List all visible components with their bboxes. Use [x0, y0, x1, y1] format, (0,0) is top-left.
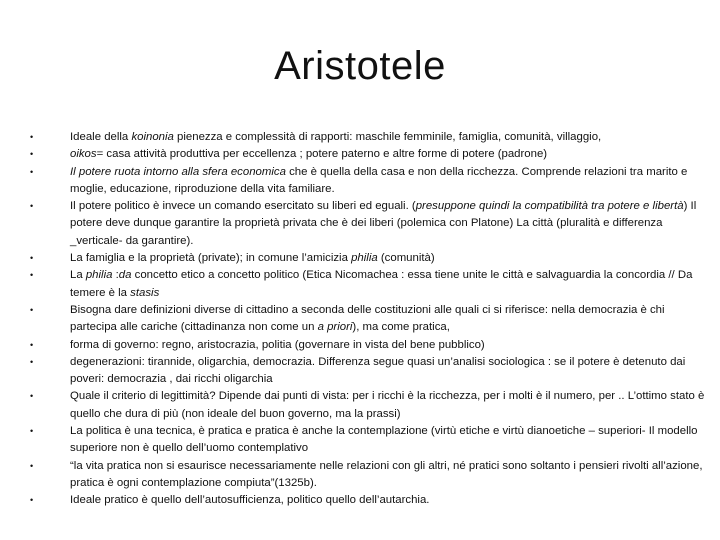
bullet-text-segment: degenerazioni: tirannide, oligarchia, democrazia. Differenza segue quasi un’analisi sociologica : se il potere è detenuto dai poveri: democrazia , dai ricchi oligarchia [70, 355, 686, 386]
bullet-text-segment: La politica è una tecnica, è pratica e pratica è anche la contemplazione (virtù etiche e virtù dianoetiche – superiori- Il modello superiore non è quello dell’uomo contemplativo [70, 425, 698, 455]
bullet-item [28, 250, 708, 267]
bullet-text [70, 164, 708, 199]
bullet-dot: • [30, 149, 34, 160]
bullet-text-segment: concetto etico a concetto politico (Etica Nicomachea : essa tiene unite le città e salvaguardia la concordia // Da temere è la [70, 269, 693, 299]
bullet-item [28, 492, 708, 509]
bullet-text [70, 302, 708, 337]
bullet-text [70, 129, 708, 146]
bullet-text [70, 354, 708, 389]
bullet-text-segment: Quale il criterio di legittimità? Dipende dai punti di vista: per i ricchi è la ricchezza, per i molti è il numero, per .. L’ottimo stato è quello che dura di più (non ideale del buon governo, ma la prassi) [70, 390, 705, 420]
bullet-dot: • [30, 391, 34, 402]
bullet-text [70, 423, 708, 458]
slide-title: Aristotele [274, 44, 446, 88]
bullet-item [28, 302, 708, 337]
bullet-text-segment: Ideale della [70, 131, 132, 143]
bullet-text-italic: philia [85, 269, 113, 282]
bullet-dot: • [30, 201, 34, 212]
bullet-dot: • [30, 270, 34, 281]
bullet-text-segment: Ideale pratico è quello dell’autosufficienza, politico quello dell’autarchia. [70, 494, 430, 507]
bullet-item [28, 458, 708, 493]
bullet-dot: • [30, 132, 34, 142]
bullet-item [28, 164, 708, 199]
bullet-text-segment: = casa attività produttiva per eccellenza ; potere paterno e altre forme di potere (padrone) [96, 148, 548, 161]
bullet-text-segment: La [70, 269, 86, 282]
bullet-item [28, 146, 708, 163]
bullet-list [28, 129, 708, 510]
bullet-text-italic: stasis [130, 286, 160, 299]
bullet-text-italic: da [118, 269, 132, 282]
bullet-text [70, 388, 708, 423]
bullet-dot: • [30, 304, 34, 315]
bullet-text-segment: pienezza e complessità di rapporti: maschile femminile, famiglia, comunità, villaggio, [173, 131, 602, 143]
bullet-item [28, 129, 708, 146]
bullet-text-segment: ), ma come pratica, [352, 321, 450, 334]
bullet-dot: • [30, 253, 34, 264]
bullet-item [28, 198, 708, 250]
bullet-dot: • [30, 460, 34, 471]
bullet-dot: • [30, 166, 34, 177]
bullet-text-italic: a priori [317, 321, 353, 334]
bullet-text-segment: forma di governo: regno, aristocrazia, politia (governare in vista del bene pubblico) [70, 338, 485, 351]
bullet-text-segment: Bisogna dare definizioni diverse di cittadino a seconda delle costituzioni alle quali ci si riferisce: nella democrazia è chi partecipa alle cariche (cittadinanza non come un [70, 303, 665, 334]
bullet-text [70, 250, 708, 267]
bullet-text-italic: Il potere ruota intorno alla sfera economica [70, 165, 286, 178]
bullet-text [70, 337, 708, 354]
bullet-item [28, 267, 708, 302]
bullet-text-segment: : [112, 269, 119, 282]
bullet-item [28, 388, 708, 423]
bullet-item [28, 423, 708, 458]
bullet-text-segment: (comunità) [377, 252, 435, 265]
bullet-text-italic: koinonia [131, 131, 174, 143]
bullet-text [70, 146, 708, 163]
bullet-text-italic: presuppone quindi la compatibilità tra potere e libertà [415, 200, 684, 213]
bullet-text-segment: La famiglia e la proprietà (private); in comune l’amicizia [70, 252, 352, 265]
bullet-text-segment: che è quella della casa e non della ricchezza. Comprende relazioni tra marito e moglie, educazione, riproduzione della vita familiare. [70, 165, 688, 195]
bullet-text [70, 198, 708, 250]
bullet-text [70, 492, 708, 509]
bullet-item [28, 354, 708, 389]
bullet-text-segment: “la vita pratica non si esaurisce necessariamente nelle relazioni con gli altri, né pratici sono soltanto i pensieri rivolti all’azione, pratica è ogni contemplazione compiuta”(1325b). [70, 459, 703, 489]
bullet-dot: • [30, 339, 34, 350]
bullet-dot: • [30, 426, 34, 437]
bullet-dot: • [30, 356, 34, 367]
bullet-text [70, 267, 708, 302]
bullet-item [28, 337, 708, 354]
bullet-text-italic: oikos [70, 148, 97, 161]
bullet-text-segment: Il potere politico è invece un comando esercitato su liberi ed eguali. ( [70, 200, 416, 213]
bullet-text-italic: philia [351, 252, 378, 265]
bullet-text [70, 458, 708, 493]
bullet-dot: • [30, 495, 34, 506]
bullet-text-segment: ) Il potere deve dunque garantire la proprietà privata che è dei liberi (polemica con Platone) La città (pluralità e differenza _verticale- da garantire). [70, 200, 697, 247]
